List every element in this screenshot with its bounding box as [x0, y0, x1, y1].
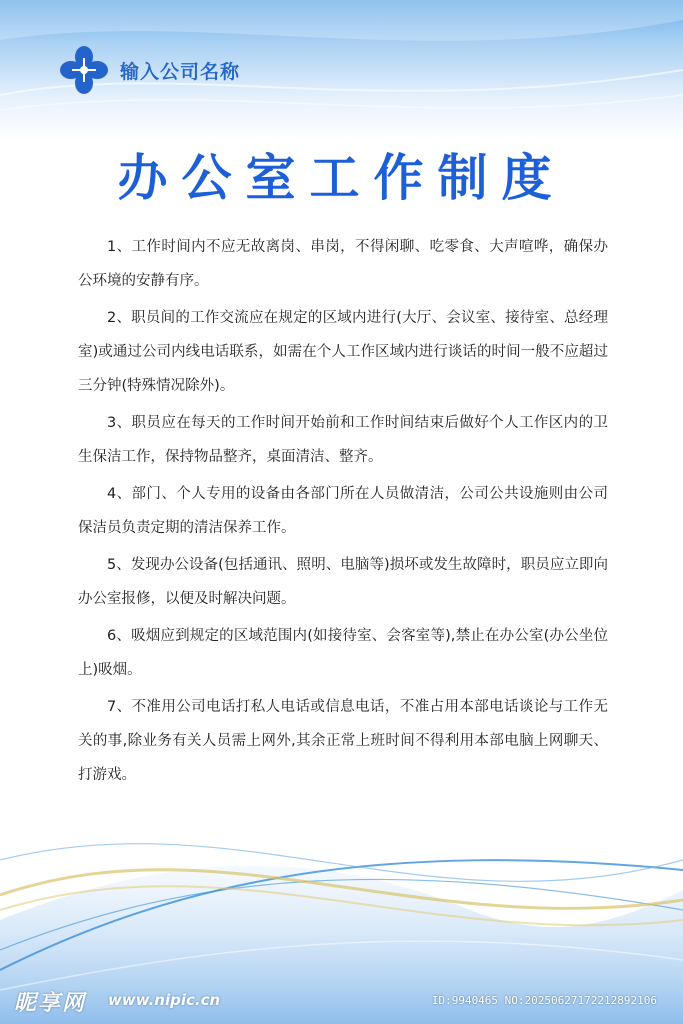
company-header: [58, 44, 240, 96]
watermark-site: www.nipic.cn: [108, 991, 221, 1009]
company-name: 输入公司名称: [120, 60, 241, 83]
rule-item: 7、不准用公司电话打私人电话或信息电话，不准占用本部电话谈论与工作无关的事,除业务有关人员需上网外,其余正常上班时间不得利用本部电脑上网聊天、打游戏。: [78, 699, 608, 783]
rule-item: 1、工作时间内不应无故离岗、串岗，不得闲聊、吃零食、大声喧哗，确保办公环境的安静有序。: [78, 239, 608, 289]
rule-item: 5、发现办公设备(包括通讯、照明、电脑等)损坏或发生故障时，职员应立即向办公室报修，以便及时解决问题。: [78, 557, 608, 607]
watermark-brand: 昵享网: [14, 991, 87, 1016]
rule-item: 4、部门、个人专用的设备由各部门所在人员做清洁，公司公共设施则由公司保洁员负责定期的清洁保养工作。: [78, 486, 608, 536]
flower-logo-icon: [58, 44, 110, 96]
image-id-text: ID:9940465 NO:20250627172212892106: [431, 994, 657, 1007]
page-title: 办公室工作制度: [117, 149, 566, 207]
rule-item: 3、职员应在每天的工作时间开始前和工作时间结束后做好个人工作区内的卫生保洁工作，保持物品整齐，桌面清洁、整齐。: [78, 415, 608, 465]
rule-item: 6、吸烟应到规定的区域范围内(如接待室、会客室等),禁止在办公室(办公坐位上)吸烟。: [78, 628, 608, 678]
rule-item: 2、职员间的工作交流应在规定的区域内进行(大厅、会议室、接待室、总经理室)或通过公司内线电话联系，如需在个人工作区域内进行谈话的时间一般不应超过三分钟(特殊情况除外)。: [78, 310, 608, 394]
rules-list: [78, 230, 608, 795]
